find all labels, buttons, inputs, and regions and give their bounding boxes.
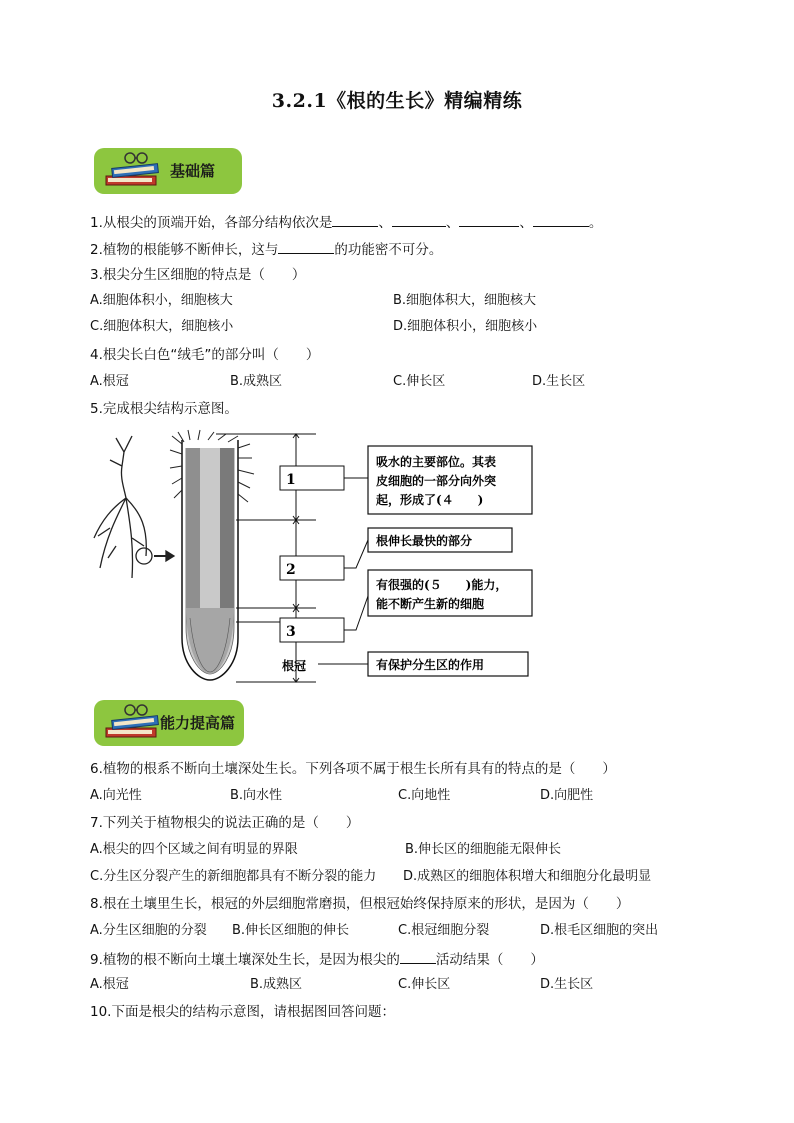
q9-option-a[interactable]: A.根冠 (90, 977, 129, 992)
question-2: 2.植物的根能够不断伸长，这与 的功能密不可分。 (90, 239, 442, 259)
section-banner-advanced (94, 700, 244, 746)
q9-option-d[interactable]: D.生长区 (540, 977, 594, 992)
answer-blank[interactable] (332, 212, 378, 227)
root-tip-diagram (86, 428, 536, 690)
answer-blank[interactable] (392, 212, 446, 227)
q6-option-d[interactable]: D.向肥性 (540, 788, 594, 803)
q9-option-b[interactable]: B.成熟区 (250, 977, 303, 992)
q8-option-d[interactable]: D.根毛区细胞的突出 (540, 923, 659, 938)
books-icon (100, 702, 166, 744)
desc-box-1-line2: 皮细胞的一部分向外突 (376, 474, 497, 488)
q3-option-a[interactable]: A.细胞体积小，细胞核大 (90, 293, 233, 308)
q9-option-c[interactable]: C.伸长区 (398, 977, 451, 992)
answer-blank[interactable] (400, 949, 436, 964)
q4-option-c[interactable]: C.伸长区 (393, 374, 446, 389)
desc-box-4-text: 有保护分生区的作用 (376, 658, 485, 672)
question-3: 3.根尖分生区细胞的特点是（ ） (90, 267, 306, 283)
desc-box-1-line3: 起，形成了(４ ) (376, 493, 484, 507)
desc-box-1-line1: 吸水的主要部位。其表 (376, 455, 497, 469)
question-6: 6.植物的根系不断向土壤深处生长。下列各项不属于根生长所有具有的特点的是（ ） (90, 761, 616, 777)
question-10: 10.下面是根尖的结构示意图，请根据图回答问题： (90, 1004, 395, 1020)
q7-option-b[interactable]: B.伸长区的细胞能无限伸长 (405, 842, 562, 857)
seedling-sketch (94, 436, 174, 578)
q7-option-a[interactable]: A.根尖的四个区域之间有明显的界限 (90, 842, 298, 857)
q3-option-b[interactable]: B.细胞体积大，细胞核大 (393, 293, 537, 308)
q3-option-c[interactable]: C.细胞体积大，细胞核小 (90, 319, 234, 334)
zone-3-label: 3 (286, 624, 296, 640)
section-banner-basic (94, 148, 242, 194)
section-title-advanced: 能力提高篇 (160, 714, 236, 732)
question-9: 9.植物的根不断向土壤土壤深处生长，是因为根尖的 活动结果（ ） (90, 949, 544, 969)
q8-option-c[interactable]: C.根冠细胞分裂 (398, 923, 490, 938)
zone-1-label: 1 (286, 472, 296, 488)
question-5: 5.完成根尖结构示意图。 (90, 401, 238, 417)
q7-option-c[interactable]: C.分生区分裂产生的新细胞都具有不断分裂的能力 (90, 869, 377, 884)
q8-option-b[interactable]: B.伸长区细胞的伸长 (232, 923, 350, 938)
root-cap-label: 根冠 (282, 659, 307, 673)
q4-option-b[interactable]: B.成熟区 (230, 374, 283, 389)
desc-box-3-line1: 有很强的(５ )能力， (376, 578, 508, 592)
section-title-basic: 基础篇 (170, 162, 216, 180)
q6-option-c[interactable]: C.向地性 (398, 788, 451, 803)
q6-option-a[interactable]: A.向光性 (90, 788, 142, 803)
q6-option-b[interactable]: B.向水性 (230, 788, 283, 803)
question-7: 7.下列关于植物根尖的说法正确的是（ ） (90, 815, 360, 831)
q4-option-d[interactable]: D.生长区 (532, 374, 586, 389)
answer-blank[interactable] (533, 212, 589, 227)
q8-option-a[interactable]: A.分生区细胞的分裂 (90, 923, 207, 938)
books-icon (100, 150, 166, 192)
question-8: 8.根在土壤里生长，根冠的外层细胞常磨损，但根冠始终保持原来的形状，是因为（ ） (90, 896, 630, 912)
q3-option-d[interactable]: D.细胞体积小，细胞核小 (393, 319, 538, 334)
root-tip-body (170, 430, 254, 680)
answer-blank[interactable] (278, 239, 334, 254)
desc-box-3-line2: 能不断产生新的细胞 (376, 597, 485, 611)
question-1: 1.从根尖的顶端开始，各部分结构依次是 、 、 、 。 (90, 212, 602, 232)
q7-option-d[interactable]: D.成熟区的细胞体积增大和细胞分化最明显 (403, 869, 652, 884)
q4-option-a[interactable]: A.根冠 (90, 374, 129, 389)
zone-2-label: 2 (286, 562, 296, 578)
question-4: 4.根尖长白色“绒毛”的部分叫（ ） (90, 347, 320, 363)
page-title: 3.2.1《根的生长》精编精练 (271, 90, 523, 112)
answer-blank[interactable] (459, 212, 519, 227)
desc-box-2-text: 根伸长最快的部分 (376, 534, 473, 548)
